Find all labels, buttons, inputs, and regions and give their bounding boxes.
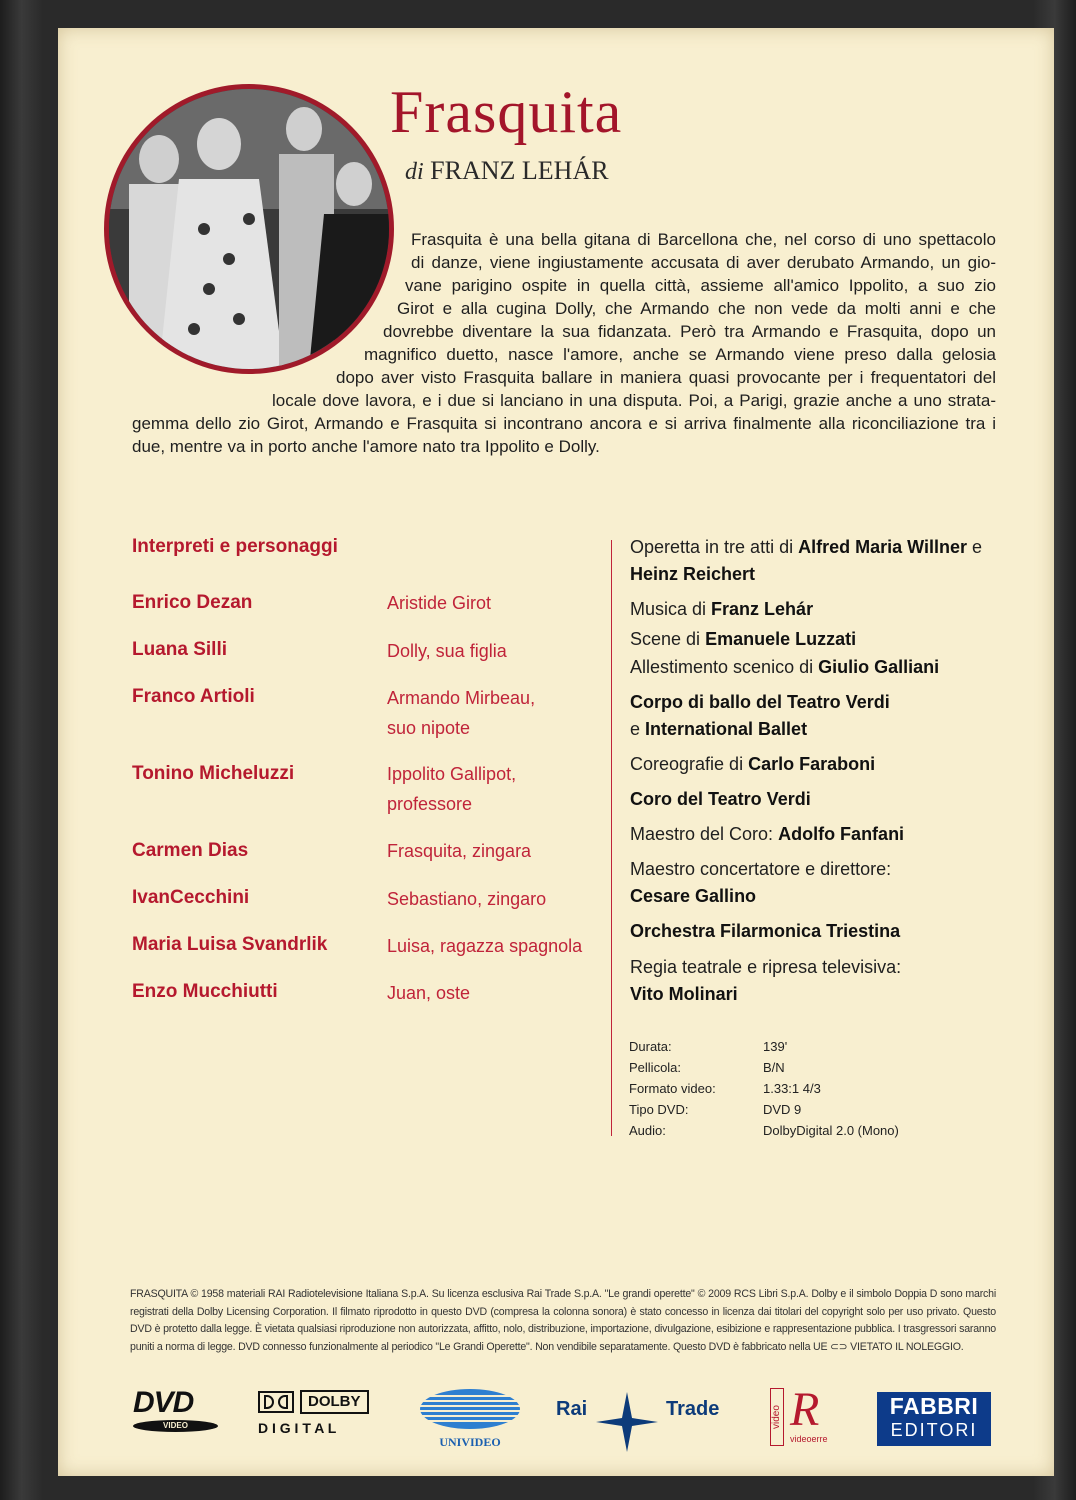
editori-text: EDITORI <box>890 1420 978 1440</box>
credit-label: Operetta in tre atti di <box>630 537 794 557</box>
synopsis-line: Frasquita è una bella gitana di Barcellona che, nel corso di uno spettacolo <box>411 230 996 249</box>
double-d-icon <box>258 1391 294 1413</box>
credit-value: Carlo Faraboni <box>748 754 876 774</box>
videoerre-letter: R <box>790 1383 820 1436</box>
synopsis-line: di danze, viene ingiustamente accusata di aver derubato Armando, un gio- <box>411 253 996 272</box>
actor-name: Enrico Dezan <box>132 592 253 613</box>
synopsis-line: dovrebbe diventare la sua fidanzata. Però tra Armando e Frasquita, dopo un <box>383 322 996 341</box>
synopsis-line: vane parigino ospite in quella città, assieme all'amico Ippolito, a suo zio <box>405 276 996 295</box>
dvd-logo-text: DVD <box>133 1386 194 1419</box>
actor-name: Luana Silli <box>132 639 228 660</box>
synopsis-line: dopo aver visto Frasquita ballare in maniera quasi provocante per i frequentatori del <box>336 368 996 387</box>
cast-photo <box>104 84 394 374</box>
videoerre-side-text: video <box>770 1388 784 1446</box>
cast-heading: Interpreti e personaggi <box>132 536 338 557</box>
credit-operetta <box>630 534 982 588</box>
credit-label: Maestro del Coro: <box>630 824 774 844</box>
spec-label: Tipo DVD: <box>629 1102 689 1117</box>
credit-value: Orchestra Filarmonica Triestina <box>630 921 901 941</box>
credit-value: Heinz Reichert <box>630 564 756 584</box>
rai-trade-logo <box>556 1392 731 1452</box>
actor-name: Franco Artioli <box>132 686 255 707</box>
legal-notice: FRASQUITA © 1958 materiali RAI Radiotelevisione Italiana S.p.A. Su licenza esclusiva Rai Trade S.p.A. "Le grandi operette" © 2009 RCS Libri S.p.A. Dolby e il simbolo Doppia D sono marchi registrati della Dolby Licensing Corporation. Il filmato riprodotto in questo DVD (compresa la colonna sonora) è stato concesso in licenza dai titolari del copyright solo per uso privato. Questo DVD è protetto dalla legge. È vietata qualsiasi riproduzione non autorizzata, affitto, nolo, distribuzione, importazione, divulgazione, esibizione e rappresentazione pubblica. I trasgressori saranno puniti a norma di legge. DVD connesso funzionalmente al periodico "Le Grandi Operette". Non vendibile separatamente. Questo DVD è fabbricato nella UE ⊂⊃ VIETATO IL NOLEGGIO. <box>130 1288 996 1353</box>
actor-name: IvanCecchini <box>132 887 250 908</box>
role-name: Luisa, ragazza spagnola <box>387 936 583 956</box>
credit-label: Coreografie di <box>630 754 744 774</box>
credit-ballet <box>630 689 890 743</box>
credit-value: Adolfo Fanfani <box>778 824 905 844</box>
credit-label: Allestimento scenico di <box>630 657 814 677</box>
credit-label: e <box>630 719 641 739</box>
spec-label: Formato video: <box>629 1081 716 1096</box>
dancers-illustration <box>109 89 389 369</box>
credit-value: International Ballet <box>645 719 808 739</box>
role-name: Armando Mirbeau, suo nipote <box>387 688 536 738</box>
credit-orchestra <box>630 918 900 945</box>
credit-label: Musica di <box>630 599 707 619</box>
dolby-logo-top <box>258 1390 383 1414</box>
spec-value: DolbyDigital 2.0 (Mono) <box>763 1123 899 1138</box>
spec-value: 139' <box>763 1039 788 1054</box>
rai-text: Rai <box>556 1398 588 1420</box>
column-divider <box>611 540 612 1136</box>
fabbri-text: FABBRI <box>889 1393 979 1419</box>
credit-choir <box>630 786 811 813</box>
subtitle-prefix: di <box>405 159 424 185</box>
dolby-sub-text: D I G I T A L <box>258 1420 337 1436</box>
credit-value: Emanuele Luzzati <box>705 629 857 649</box>
dvd-video-logo <box>133 1388 228 1440</box>
role-name: Frasquita, zingara <box>387 841 532 861</box>
fabbri-editori-logo <box>877 1392 991 1446</box>
role-name: Juan, oste <box>387 983 471 1003</box>
videoerre-sub-text: videoerre <box>790 1434 828 1444</box>
univideo-logo <box>418 1388 522 1448</box>
credit-value: Vito Molinari <box>630 984 738 1004</box>
rai-star-icon <box>596 1392 658 1452</box>
actor-name: Carmen Dias <box>132 840 249 861</box>
credit-director <box>630 954 901 1008</box>
page-title: Frasquita <box>390 79 623 145</box>
univideo-text: UNIVIDEO <box>439 1435 501 1449</box>
subtitle-author: FRANZ LEHÁR <box>430 156 609 185</box>
actor-name: Enzo Mucchiutti <box>132 981 278 1002</box>
spec-value: B/N <box>763 1060 785 1075</box>
synopsis-line: due, mentre va in porto anche l'amore nato tra Ippolito e Dolly. <box>132 437 600 456</box>
credit-conductor <box>630 856 891 910</box>
role-name: Dolly, sua figlia <box>387 641 507 661</box>
spec-label: Pellicola: <box>629 1060 682 1075</box>
credit-label: e <box>972 537 983 557</box>
actor-name: Tonino Micheluzzi <box>132 763 295 784</box>
page-subtitle <box>405 156 609 186</box>
role-name: Aristide Girot <box>387 593 492 613</box>
spec-value: 1.33:1 4/3 <box>763 1081 821 1096</box>
spec-value: DVD 9 <box>763 1102 802 1117</box>
credit-choirmaster <box>630 821 904 848</box>
credit-music <box>630 596 813 623</box>
spec-label: Durata: <box>629 1039 672 1054</box>
credit-staging <box>630 654 939 681</box>
synopsis-line: locale dove lavora, e i due si lanciano in una disputa. Poi, a Parigi, grazie anche a uno strata- <box>272 391 996 410</box>
credit-value: Franz Lehár <box>711 599 814 619</box>
role-name: Ippolito Gallipot, professore <box>387 764 517 814</box>
credit-value: Corpo di ballo del Teatro Verdi <box>630 692 890 712</box>
credit-label: Regia teatrale e ripresa televisiva: <box>630 957 902 977</box>
dvd-logo-sub: VIDEO <box>133 1420 218 1432</box>
trade-text: Trade <box>666 1398 720 1420</box>
dolby-box-text: DOLBY <box>300 1390 369 1414</box>
spec-label: Audio: <box>629 1123 666 1138</box>
univideo-stripes-icon <box>418 1388 522 1430</box>
role-name: Sebastiano, zingaro <box>387 889 547 909</box>
credit-scenes <box>630 626 856 653</box>
credit-value: Giulio Galliani <box>818 657 940 677</box>
credit-label: Maestro concertatore e direttore: <box>630 859 892 879</box>
credit-label: Scene di <box>630 629 701 649</box>
actor-name: Maria Luisa Svandrlik <box>132 934 328 955</box>
dolby-digital-logo <box>258 1390 383 1440</box>
videoerre-logo <box>770 1383 850 1448</box>
synopsis-line: Girot e alla cugina Dolly, che Armando che non vede da molti anni e che <box>397 299 996 318</box>
credit-value: Coro del Teatro Verdi <box>630 789 811 809</box>
synopsis-line: magnifico duetto, nasce l'amore, anche se Armando viene preso dalla gelosia <box>364 345 996 364</box>
credit-value: Cesare Gallino <box>630 886 757 906</box>
credit-value: Alfred Maria Willner <box>798 537 967 557</box>
credit-choreo <box>630 751 875 778</box>
synopsis-line: gemma dello zio Girot, Armando e Frasquita si incontrano ancora e si arriva finalmente alla riconciliazione tra i <box>132 414 996 433</box>
